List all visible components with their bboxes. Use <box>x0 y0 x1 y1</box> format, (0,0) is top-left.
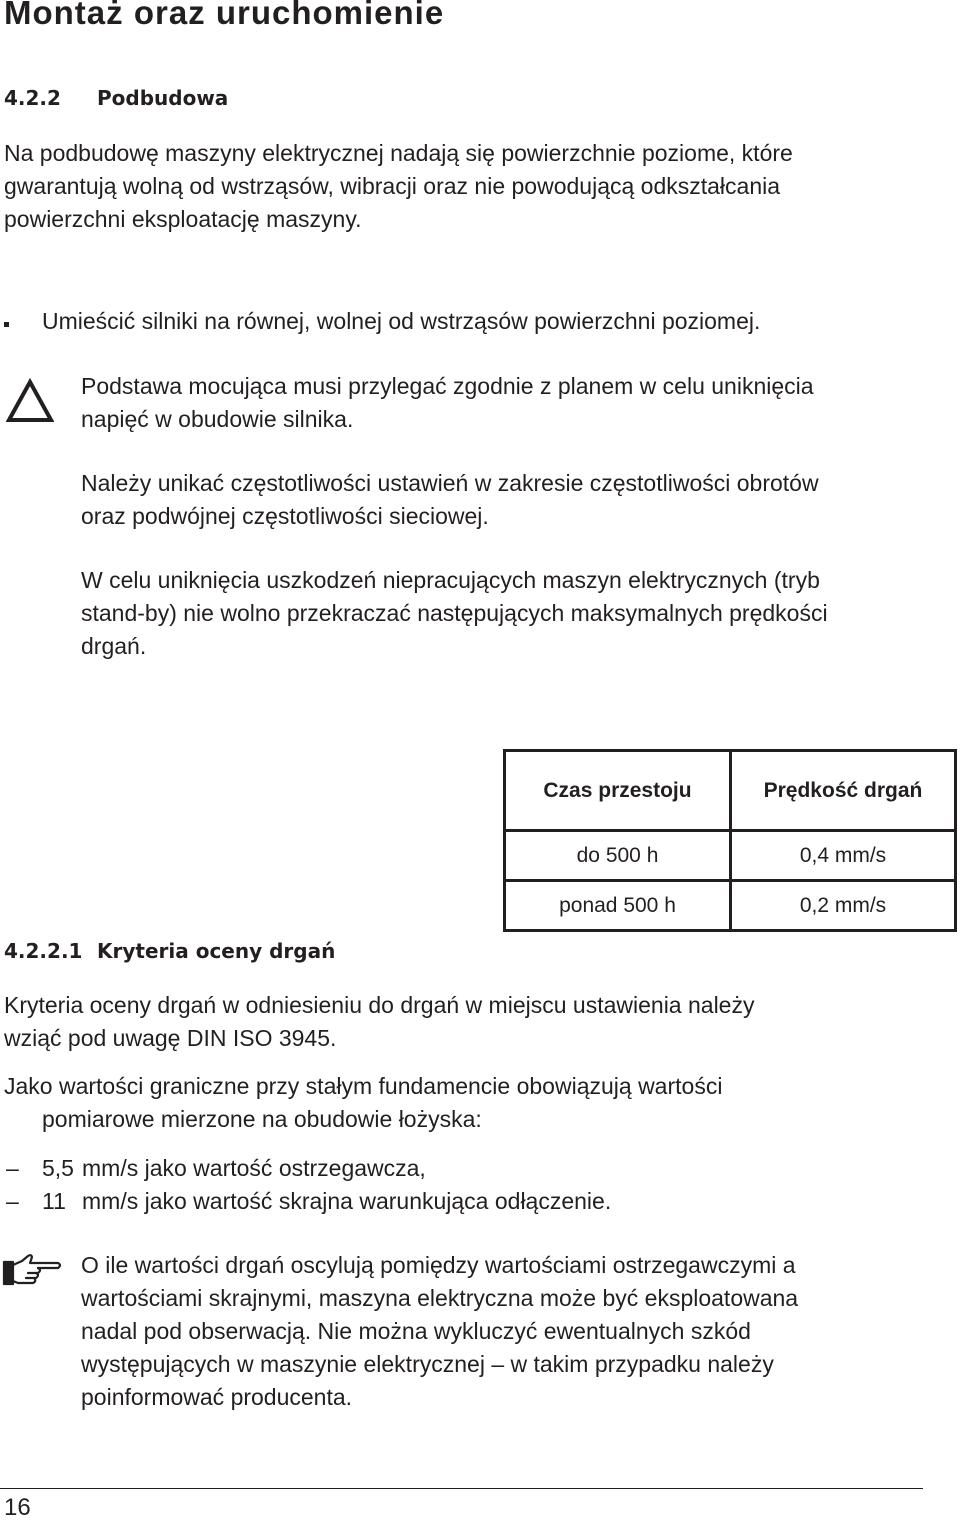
warning-paragraph <box>81 370 951 436</box>
text-line: gwarantują wolną od wstrząsów, wibracji oraz nie powodującą odkształcania <box>4 173 781 199</box>
list-item <box>4 1152 944 1185</box>
square-bullet-icon <box>4 322 9 327</box>
text-line: O ile wartości drgań oscylują pomiędzy wartościami ostrzegawczymi a <box>81 1252 796 1278</box>
text-line: Jako wartości graniczne przy stałym fundamencie obowiązują wartości <box>4 1073 723 1099</box>
text-line: stand-by) nie wolno przekraczać następujących maksymalnych prędkości <box>81 600 828 626</box>
section-name: Kryteria oceny drgań <box>97 939 336 963</box>
header-vibration-speed: Prędkość drgań <box>731 751 956 831</box>
dash-marker: – <box>6 1188 19 1214</box>
section-title-4-2-2-1 <box>4 939 335 963</box>
table-cell: ponad 500 h <box>505 881 731 931</box>
note-paragraph <box>81 1249 951 1414</box>
vibration-limits-table <box>503 749 957 932</box>
text-line: pomiarowe mierzone na obudowie łożyska: <box>42 1106 482 1132</box>
frequency-paragraph <box>81 467 951 533</box>
text-line: Kryteria oceny drgań w odniesieniu do drgań w miejscu ustawienia należy <box>4 992 755 1018</box>
text-line: nadal pod obserwacją. Nie można wykluczyć ewentualnych szkód <box>81 1318 751 1344</box>
text-line: drgań. <box>81 633 147 659</box>
section-title-4-2-2 <box>4 86 228 110</box>
section-number: 4.2.2 <box>4 86 61 110</box>
table-row <box>505 831 956 881</box>
table-cell: 0,2 mm/s <box>731 881 956 931</box>
bullet-text: Umieścić silniki na równej, wolnej od wstrząsów powierzchni poziomej. <box>42 308 761 334</box>
text-line: oraz podwójnej częstotliwości sieciowej. <box>81 503 489 529</box>
page-number: 16 <box>4 1494 31 1521</box>
table-cell: do 500 h <box>505 831 731 881</box>
criteria-paragraph <box>4 989 944 1055</box>
text-line: wziąć pod uwagę DIN ISO 3945. <box>4 1025 337 1051</box>
warning-triangle-icon <box>6 378 54 429</box>
table-header-row <box>505 751 956 831</box>
text-line: W celu uniknięcia uszkodzeń niepracujących maszyn elektrycznych (tryb <box>81 567 820 593</box>
intro-paragraph <box>4 137 944 236</box>
header-downtime: Czas przestoju <box>505 751 731 831</box>
pointing-hand-icon <box>2 1253 64 1292</box>
text-line: wartościami skrajnymi, maszyna elektryczna może być eksploatowana <box>81 1285 799 1311</box>
standby-paragraph <box>81 564 951 663</box>
list-value: 5,5 <box>42 1155 74 1181</box>
limit-values-paragraph <box>4 1070 944 1136</box>
list-item <box>4 1185 944 1218</box>
dash-marker: – <box>6 1155 19 1181</box>
text-line: powierzchni eksploatację maszyny. <box>4 206 362 232</box>
table-row <box>505 881 956 931</box>
table-cell: 0,4 mm/s <box>731 831 956 881</box>
list-value: 11 <box>42 1188 66 1214</box>
page-heading: Montaż oraz uruchomienie <box>4 0 445 31</box>
limit-values-list <box>4 1152 944 1218</box>
text-line: występujących w maszynie elektrycznej – w takim przypadku należy <box>81 1351 774 1377</box>
section-name: Podbudowa <box>97 86 229 110</box>
section-number: 4.2.2.1 <box>4 939 83 963</box>
text-line: Na podbudowę maszyny elektrycznej nadają się powierzchnie poziome, które <box>4 140 793 166</box>
footer-rule <box>0 1488 923 1489</box>
text-line: Należy unikać częstotliwości ustawień w zakresie częstotliwości obrotów <box>81 470 819 496</box>
list-text: mm/s jako wartość skrajna warunkująca odłączenie. <box>82 1188 612 1214</box>
bullet-item <box>42 305 942 338</box>
text-line: poinformować producenta. <box>81 1384 353 1410</box>
list-text: mm/s jako wartość ostrzegawcza, <box>82 1155 426 1181</box>
text-line: Podstawa mocująca musi przylegać zgodnie z planem w celu uniknięcia <box>81 373 814 399</box>
text-line: napięć w obudowie silnika. <box>81 406 354 432</box>
